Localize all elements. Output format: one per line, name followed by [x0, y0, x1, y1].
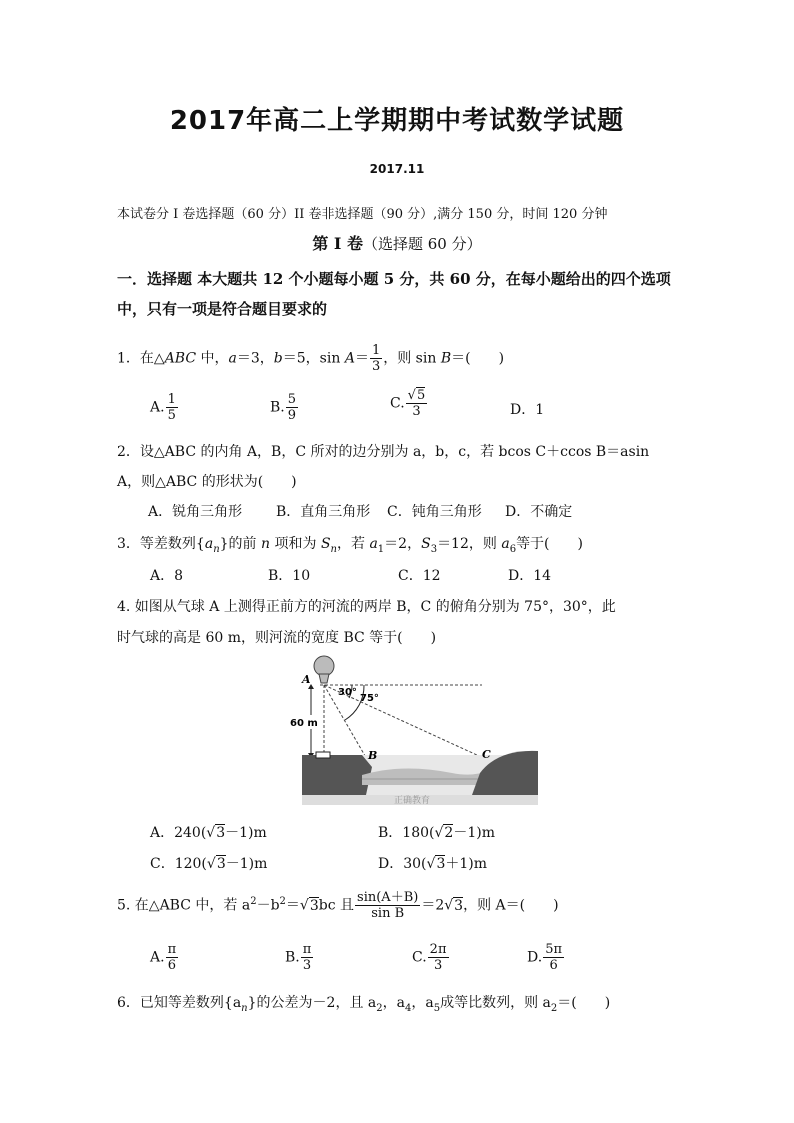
- frac-num: π: [302, 942, 312, 957]
- frac-num: 2π: [429, 942, 447, 957]
- sqrt-radicand: 3: [216, 825, 226, 841]
- q3-var: a: [501, 536, 510, 552]
- option-fraction: [428, 942, 449, 973]
- question-6: [117, 992, 610, 1014]
- question-1: [117, 343, 504, 374]
- q5-sup: 2: [279, 895, 286, 907]
- q3-text: 等于( ): [516, 536, 583, 552]
- q1-abc: ABC: [164, 350, 197, 367]
- q1-text: ＝: [354, 350, 369, 367]
- height-label: 60 m: [290, 718, 318, 729]
- q5-option-c: [412, 942, 450, 973]
- q3-sub: 1: [377, 543, 385, 555]
- question-2-line-1: 2．设△ABC 的内角 A，B，C 所对的边分别为 a，b，c，若 bcos C＋ccos B＝asin: [117, 444, 650, 460]
- q3-text: ＝12，则: [437, 536, 502, 552]
- question-2-line-2: A，则△ABC 的形状为( ): [117, 474, 297, 490]
- q3-text: 3．等差数列{: [117, 536, 205, 552]
- sqrt-radicand: 3: [216, 856, 226, 872]
- q5-sup: 2: [250, 895, 257, 907]
- option-text: ＋1)m: [445, 856, 488, 872]
- q1-var-a: a: [228, 350, 237, 367]
- q5-fraction: [355, 890, 420, 921]
- q4-option-b: B．180(√2－1)m: [378, 825, 495, 841]
- sqrt-radicand: 5: [416, 388, 426, 403]
- q3-var: a: [369, 536, 378, 552]
- option-fraction: [166, 392, 178, 423]
- sqrt-radicand: 3: [454, 897, 464, 914]
- q3-var: S: [421, 536, 431, 552]
- q5-option-d: [527, 942, 565, 973]
- frac-num: 5π: [545, 942, 563, 957]
- frac-den: 3: [302, 958, 312, 973]
- frac-den: sin B: [371, 906, 405, 921]
- option-label: D．: [510, 402, 536, 418]
- q6-text: ＝( ): [557, 995, 611, 1011]
- frac-num: 5: [287, 392, 297, 407]
- option-fraction: [406, 388, 428, 419]
- q6-text: 成等比数列，则 a: [440, 995, 551, 1011]
- section-instructions: 一．选择题 本大题共 12 个小题每小题 5 分，共 60 分，在每小题给出的四个选项中，只有一项是符合题目要求的: [117, 270, 671, 318]
- option-text: C．120(: [150, 856, 207, 872]
- q1-text: ，则 sin: [383, 350, 441, 367]
- q1-option-b: [270, 392, 299, 423]
- option-text: －1)m: [453, 825, 495, 841]
- q1-text: 中，: [196, 350, 229, 367]
- q1-option-a: [150, 392, 179, 423]
- q4-option-a: A．240(√3－1)m: [150, 825, 267, 841]
- label-C: C: [482, 748, 491, 761]
- q6-sub: 4: [404, 1002, 412, 1014]
- q4-option-c: C．120(√3－1)m: [150, 856, 268, 872]
- q3-text: ，若: [336, 536, 370, 552]
- exam-intro: 本试卷分 I 卷选择题（60 分）II 卷非选择题（90 分）,满分 150 分，时间 120 分钟: [117, 207, 608, 222]
- page-title: 2017年高二上学期期中考试数学试题: [169, 106, 625, 136]
- volume-note: （选择题 60 分）: [363, 235, 482, 253]
- q3-var: a: [204, 536, 214, 552]
- frac-den: 5: [167, 408, 176, 423]
- option-fraction: [301, 942, 314, 973]
- q5-text: 5. 在△ABC 中，若 a: [117, 897, 251, 914]
- q1-var-b: b: [273, 350, 283, 367]
- q1-text: ＝3，: [236, 350, 274, 367]
- frac-den: 6: [549, 958, 558, 973]
- angle-75: 75°: [360, 693, 379, 704]
- q4-option-d: D．30(√3＋1)m: [378, 856, 488, 872]
- q1-var-A: A: [344, 350, 355, 367]
- q2-option-b: B．直角三角形: [276, 504, 371, 520]
- frac-den: 3: [371, 359, 381, 374]
- q6-text: ，a: [411, 995, 434, 1011]
- q5-text: ＝2: [421, 897, 445, 914]
- q3-text: 项和为: [270, 536, 321, 552]
- q3-option-c: C．12: [398, 568, 441, 584]
- q6-text: }的公差为－2，且 a: [247, 995, 377, 1011]
- option-text: A．240(: [150, 825, 207, 841]
- volume-title: 第 I 卷: [312, 234, 363, 253]
- q5-option-a: [150, 942, 179, 973]
- label-A: A: [302, 673, 311, 686]
- q2-option-c: C．钝角三角形: [387, 504, 482, 520]
- volume-heading: [0, 231, 794, 254]
- q2-option-a: A．锐角三角形: [148, 504, 243, 520]
- exam-date: 2017.11: [369, 162, 425, 176]
- q1-text: ＝5，sin: [282, 350, 345, 367]
- option-label: B.: [270, 399, 285, 416]
- q1-option-c: [390, 388, 428, 419]
- q3-sub: n: [330, 543, 337, 555]
- option-text: －1)m: [225, 825, 267, 841]
- q6-sub: 2: [376, 1002, 383, 1014]
- q3-var: S: [320, 536, 331, 552]
- q3-sub: n: [213, 543, 220, 555]
- q6-sub: n: [241, 1002, 248, 1014]
- q1-fraction: [370, 343, 382, 374]
- question-4-line-2: 时气球的高是 60 m，则河流的宽度 BC 等于( ): [117, 630, 437, 646]
- frac-den: 3: [433, 958, 443, 973]
- option-label: C.: [390, 395, 405, 412]
- q3-option-b: B．10: [268, 568, 311, 584]
- q5-text: ，则 A＝( ): [463, 897, 559, 914]
- angle-30: 30°: [338, 687, 357, 698]
- question-4-line-1: 4. 如图从气球 A 上测得正前方的河流的两岸 B，C 的俯角分别为 75°，30°，此: [117, 599, 616, 615]
- sqrt-radicand: 3: [309, 897, 319, 914]
- option-fraction: [543, 942, 564, 973]
- option-fraction: [166, 942, 179, 973]
- figure-watermark: 正确教育: [394, 796, 431, 806]
- option-label: A.: [150, 399, 165, 416]
- q6-sub: 2: [550, 1002, 558, 1014]
- frac-num: √5: [407, 388, 426, 403]
- balloon-icon: [314, 656, 334, 676]
- q2-option-d: D．不确定: [505, 504, 573, 520]
- frac-num: 1: [371, 343, 381, 358]
- option-text: －1)m: [225, 856, 268, 872]
- q3-option-a: A．8: [150, 568, 184, 584]
- option-label: B.: [285, 949, 300, 966]
- q5-option-b: [285, 942, 314, 973]
- frac-num: π: [167, 942, 177, 957]
- frac-num: sin(A＋B): [357, 890, 419, 905]
- option-label: A.: [150, 949, 165, 966]
- option-text: B．180(: [378, 825, 435, 841]
- q3-sub: 6: [509, 543, 517, 555]
- q6-text: 6．已知等差数列{a: [117, 995, 242, 1011]
- label-B: B: [368, 749, 378, 762]
- question-3: [117, 533, 583, 555]
- option-label: D.: [527, 949, 543, 966]
- question-5: 5. 在△ABC 中，若 $a^2-b^2=√3bc$ 且 $\frac{\sin(A+B)}{\text{sin B}}$ ＝2√3，则 A＝( ): [117, 890, 559, 921]
- balloon-river-figure: [290, 655, 538, 806]
- sqrt-radicand: 3: [436, 856, 446, 872]
- q3-option-d: D．14: [508, 568, 552, 584]
- frac-den: 3: [412, 404, 421, 419]
- q3-text: ＝2，: [384, 536, 422, 552]
- q6-text: ，a: [382, 995, 405, 1011]
- option-fraction: [286, 392, 298, 423]
- q1-text: 1．在△: [117, 350, 165, 367]
- q3-text: }的前: [219, 536, 261, 552]
- q3-var: n: [261, 536, 271, 552]
- frac-den: 9: [287, 408, 297, 423]
- frac-den: 6: [167, 958, 176, 973]
- option-label: C.: [412, 949, 427, 966]
- frac-num: 1: [167, 392, 176, 407]
- option-value: 1: [535, 402, 545, 418]
- q1-text: ＝( ): [451, 350, 505, 367]
- q5-text: ＝: [285, 897, 300, 914]
- q3-sub: 3: [430, 543, 438, 555]
- option-text: D．30(: [378, 856, 427, 872]
- q6-sub: 5: [433, 1002, 441, 1014]
- q1-option-d: [510, 399, 544, 419]
- q5-text: －b: [256, 897, 280, 914]
- sqrt-radicand: 2: [444, 825, 454, 841]
- q1-var-B: B: [440, 350, 452, 367]
- q5-text: bc 且: [318, 897, 355, 914]
